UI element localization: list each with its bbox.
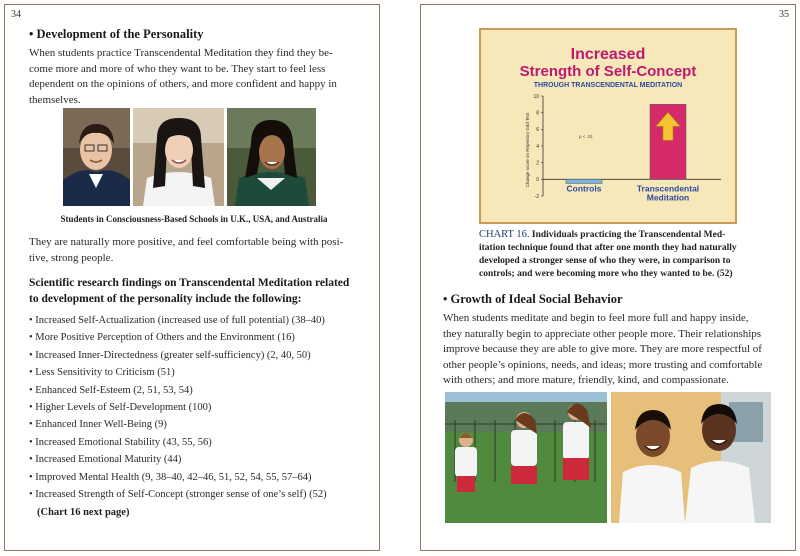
social-paragraph bbox=[443, 311, 793, 389]
intro-line: When students practice Transcendental Meditation they find they be- bbox=[29, 47, 333, 59]
section-title-social: • Growth of Ideal Social Behavior bbox=[443, 292, 623, 306]
student-photo-girl-2 bbox=[227, 108, 316, 206]
next-page-note: (Chart 16 next page) bbox=[37, 507, 130, 518]
students-running-photo bbox=[445, 392, 607, 523]
chart-caption-line: controls; and were becoming more who they wanted to be. (52) bbox=[479, 269, 733, 279]
intro-line: dependent on the opinions of others, and more confident and happy in bbox=[29, 78, 337, 90]
positive-line: They are naturally more positive, and feel comfortable being with posi- bbox=[29, 236, 344, 248]
category-label: Controls bbox=[566, 183, 602, 194]
list-item: • Enhanced Self-Esteem (2, 51, 53, 54) bbox=[29, 384, 193, 396]
chart-caption-line: itation technique found that after one month they had naturally bbox=[479, 243, 737, 253]
left-page bbox=[4, 4, 380, 551]
positive-paragraph bbox=[29, 235, 369, 266]
list-item: • Increased Emotional Stability (43, 55, 56) bbox=[29, 436, 212, 448]
y-tick-label: 8 bbox=[536, 110, 539, 117]
social-line: they naturally begin to appreciate other people more. Their relationships bbox=[443, 327, 762, 340]
social-line: other people’s opinions, needs, and ideas; more trusting and comfortable bbox=[443, 358, 763, 371]
section-title-personality: • Development of the Personality bbox=[29, 27, 204, 41]
chart-title-line: Strength of Self-Concept bbox=[519, 63, 697, 80]
y-tick-label: 4 bbox=[536, 143, 539, 150]
chart-title-line: Increased bbox=[570, 46, 646, 63]
page-number: 34 bbox=[11, 9, 21, 20]
chart-caption-lead: CHART 16. bbox=[479, 229, 530, 240]
y-tick-label: 2 bbox=[536, 160, 539, 167]
chart-subtitle: THROUGH TRANSCENDENTAL MEDITATION bbox=[533, 82, 683, 89]
intro-paragraph bbox=[29, 46, 369, 108]
student-photo-boy bbox=[63, 108, 130, 206]
findings-list bbox=[29, 312, 327, 503]
y-tick-label: 0 bbox=[536, 177, 539, 184]
y-tick-label: -2 bbox=[534, 193, 539, 200]
y-tick-label: 6 bbox=[536, 127, 539, 134]
list-item: • Increased Inner-Directedness (greater self-sufficiency) (2, 40, 50) bbox=[29, 349, 311, 361]
student-photo-girl bbox=[133, 108, 224, 206]
list-item: • Enhanced Inner Well-Being (9) bbox=[29, 419, 167, 431]
category-label: Meditation bbox=[646, 192, 690, 203]
chart-panel bbox=[479, 28, 737, 224]
list-item: • Improved Mental Health (9, 38–40, 42–46, 51, 52, 54, 55, 57–64) bbox=[29, 471, 312, 483]
social-line: with others; and more mature, friendly, kind, and compassionate. bbox=[443, 374, 729, 386]
list-item: • Less Sensitivity to Criticism (51) bbox=[29, 367, 175, 379]
chart-caption bbox=[479, 228, 779, 281]
self-concept-chart bbox=[481, 30, 735, 222]
y-tick-label: 10 bbox=[533, 93, 539, 100]
page-number: 35 bbox=[779, 9, 789, 20]
list-item: • Higher Levels of Self-Development (100) bbox=[29, 401, 212, 413]
chart-caption-line: Individuals practicing the Transcendental Med- bbox=[529, 230, 726, 240]
list-item: • Increased Strength of Self-Concept (stronger sense of one’s self) (52) bbox=[29, 488, 327, 500]
intro-line: come more and more of who they want to be. They start to feel less bbox=[29, 62, 326, 75]
list-item: • More Positive Perception of Others and the Environment (16) bbox=[29, 332, 295, 344]
findings-heading-line: to development of the personality include the following: bbox=[29, 292, 302, 305]
category-label: Transcendental bbox=[636, 183, 700, 194]
students-laughing-photo bbox=[611, 392, 771, 523]
intro-line: themselves. bbox=[29, 93, 81, 106]
significance-label: p < .01 bbox=[579, 134, 593, 139]
social-line: improve because they are able to give more. They are more respectful of bbox=[443, 343, 762, 355]
list-item: • Increased Self-Actualization (increased use of full potential) (38–40) bbox=[29, 315, 325, 326]
right-page bbox=[420, 4, 796, 551]
y-axis-label: Change score on Repertory Grid Test bbox=[525, 112, 530, 188]
chart-caption-line: developed a stronger sense of who they were, in comparison to bbox=[479, 256, 731, 266]
social-line: When students meditate and begin to feel more full and happy inside, bbox=[443, 312, 749, 324]
findings-heading bbox=[29, 276, 349, 307]
photo-caption: Students in Consciousness-Based Schools in U.K., USA, and Australia bbox=[60, 214, 328, 224]
findings-heading-line: Scientific research findings on Transcendental Meditation related bbox=[29, 277, 350, 289]
list-item: • Increased Emotional Maturity (44) bbox=[29, 454, 182, 466]
positive-line: tive, strong people. bbox=[29, 251, 114, 264]
